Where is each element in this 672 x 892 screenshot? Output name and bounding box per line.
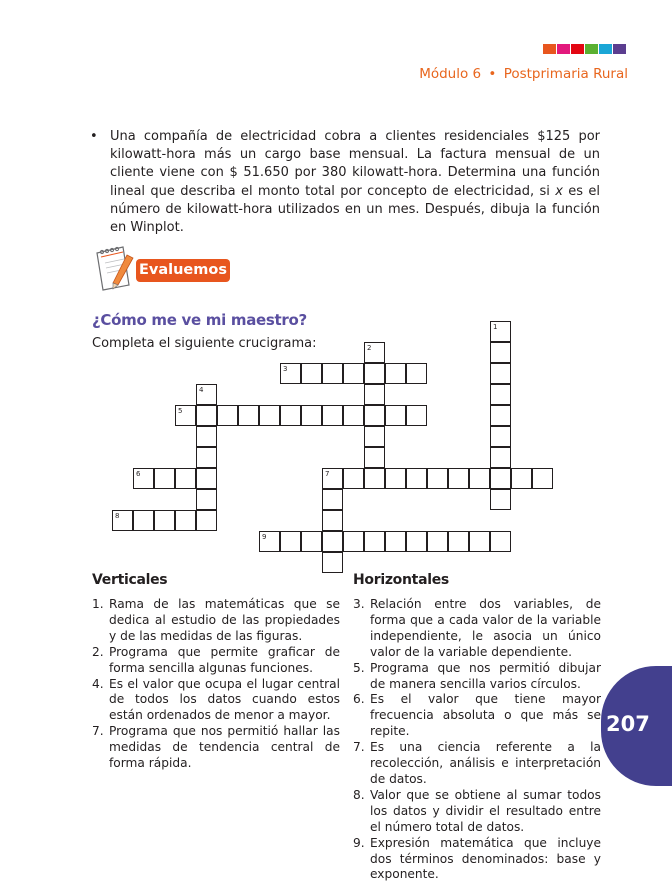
crossword-cell[interactable] [217,405,238,426]
crossword-instruction: Completa el siguiente crucigrama: [92,336,317,351]
crossword-cell[interactable] [406,363,427,384]
crossword-cell[interactable] [154,510,175,531]
header-separator: • [488,66,497,82]
crossword-cell[interactable] [322,510,343,531]
clue-item: 6. Es el valor que tiene mayor frecuencia absoluta o que más se repite. [353,692,601,739]
crossword-number: 8 [115,512,120,520]
crossword-cell[interactable] [490,363,511,384]
crossword-cell[interactable] [322,531,343,552]
crossword-number: 5 [178,407,183,415]
crossword-cell[interactable] [364,531,385,552]
crossword-number: 7 [325,470,330,478]
clue-item: 7. Es una ciencia referente a la recolección, análisis e interpretación de datos. [353,740,601,786]
bullet: • [90,129,98,144]
horizontales-title: Horizontales [353,572,449,588]
crossword-cell[interactable] [490,426,511,447]
crossword-cell[interactable] [490,489,511,510]
crossword-cell[interactable] [196,510,217,531]
crossword-cell[interactable] [301,363,322,384]
crossword-cell[interactable] [175,468,196,489]
crossword-cell[interactable] [532,468,553,489]
crossword-cell[interactable] [322,552,343,573]
color-swatches [543,44,626,54]
exercise-text: Una compañía de electricidad cobra a clientes residenciales $125 por kilowatt-hora más un cargo base mensual. La factura mensual de un cliente viene con $ 51.650 por 380 kilowatt-hora. Determina una función lineal que describa el monto total por concepto de electricidad, si x es el número de kilowatt-hora utilizados en un mes. Después, dibuja la función en Winplot. [110,129,601,236]
crossword-cell[interactable] [406,531,427,552]
crossword-cell[interactable] [322,405,343,426]
section-title: ¿Cómo me ve mi maestro? [92,311,307,329]
crossword-cell[interactable] [469,531,490,552]
crossword-cell[interactable] [322,363,343,384]
crossword-number: 6 [136,470,141,478]
crossword-cell[interactable] [322,489,343,510]
crossword-cell[interactable] [301,531,322,552]
crossword-cell[interactable] [175,510,196,531]
crossword-cell[interactable] [280,531,301,552]
crossword-number: 4 [199,386,204,394]
verticales-title: Verticales [92,572,168,588]
crossword-cell[interactable] [364,405,385,426]
color-swatch [543,44,556,54]
crossword-cell[interactable] [196,426,217,447]
crossword-cell[interactable] [364,426,385,447]
clue-item: 9. Expresión matemática que incluye dos términos denominados: base y exponente. [353,835,601,882]
exercise-paragraph [90,128,600,237]
crossword-cell[interactable] [364,447,385,468]
horizontales-list [353,597,601,883]
program-label: Postprimaria Rural [503,66,628,82]
clue-item: 5. Programa que nos permitió dibujar de manera sencilla varios círculos. [353,660,601,691]
notepad-pencil-icon [93,243,137,291]
crossword-cell[interactable] [343,405,364,426]
clue-item: 3. Relación entre dos variables, de forma que a cada valor de la variable independiente, le asocia un único valor de la variable dependiente. [353,597,601,659]
crossword-cell[interactable] [133,510,154,531]
crossword-cell[interactable] [154,468,175,489]
crossword-cell[interactable] [196,405,217,426]
crossword-cell[interactable] [490,531,511,552]
crossword-cell[interactable] [364,468,385,489]
crossword-cell[interactable] [490,447,511,468]
crossword-cell[interactable] [196,468,217,489]
crossword-cell[interactable] [511,468,532,489]
crossword-number: 1 [493,323,498,331]
evaluemos-badge: Evaluemos [136,259,230,282]
crossword-cell[interactable] [406,405,427,426]
crossword-cell[interactable] [490,405,511,426]
crossword-cell[interactable] [427,468,448,489]
crossword-number: 2 [367,344,372,352]
crossword-cell[interactable] [343,363,364,384]
crossword-cell[interactable] [490,468,511,489]
crossword-cell[interactable] [406,468,427,489]
crossword-cell[interactable] [385,531,406,552]
crossword-cell[interactable] [490,384,511,405]
verticales-list [92,597,340,772]
clue-item: 8. Valor que se obtiene al sumar todos los datos y dividir el resultado entre el número total de datos. [353,787,601,834]
crossword-cell[interactable] [196,489,217,510]
color-swatch [613,44,626,54]
crossword-cell[interactable] [385,405,406,426]
clue-item: 4. Es el valor que ocupa el lugar central de todos los datos cuando estos están ordenados de menor a mayor. [92,676,340,723]
crossword-cell[interactable] [364,384,385,405]
crossword-cell[interactable] [364,363,385,384]
crossword-cell[interactable] [196,447,217,468]
clue-item: 7. Programa que nos permitió hallar las medidas de tendencia central de forma rápida. [92,724,340,771]
color-swatch [599,44,612,54]
crossword-cell[interactable] [280,405,301,426]
crossword-cell[interactable] [385,363,406,384]
color-swatch [571,44,584,54]
module-header [419,66,628,82]
crossword-number: 3 [283,365,288,373]
crossword-cell[interactable] [448,531,469,552]
module-label: Módulo 6 [419,66,482,82]
crossword-cell[interactable] [301,405,322,426]
crossword-cell[interactable] [448,468,469,489]
crossword-cell[interactable] [490,342,511,363]
crossword-cell[interactable] [238,405,259,426]
crossword-cell[interactable] [343,531,364,552]
page-number: 207 [606,712,650,736]
color-swatch [585,44,598,54]
clue-item: 2. Programa que permite graficar de forma sencilla algunas funciones. [92,644,340,675]
crossword-cell[interactable] [343,468,364,489]
crossword-cell[interactable] [259,405,280,426]
crossword-cell[interactable] [469,468,490,489]
crossword-number: 9 [262,533,267,541]
crossword-cell[interactable] [385,468,406,489]
crossword-cell[interactable] [427,531,448,552]
color-swatch [557,44,570,54]
clue-item: 1. Rama de las matemáticas que se dedica al estudio de las propiedades y de las medidas de las figuras. [92,597,340,643]
